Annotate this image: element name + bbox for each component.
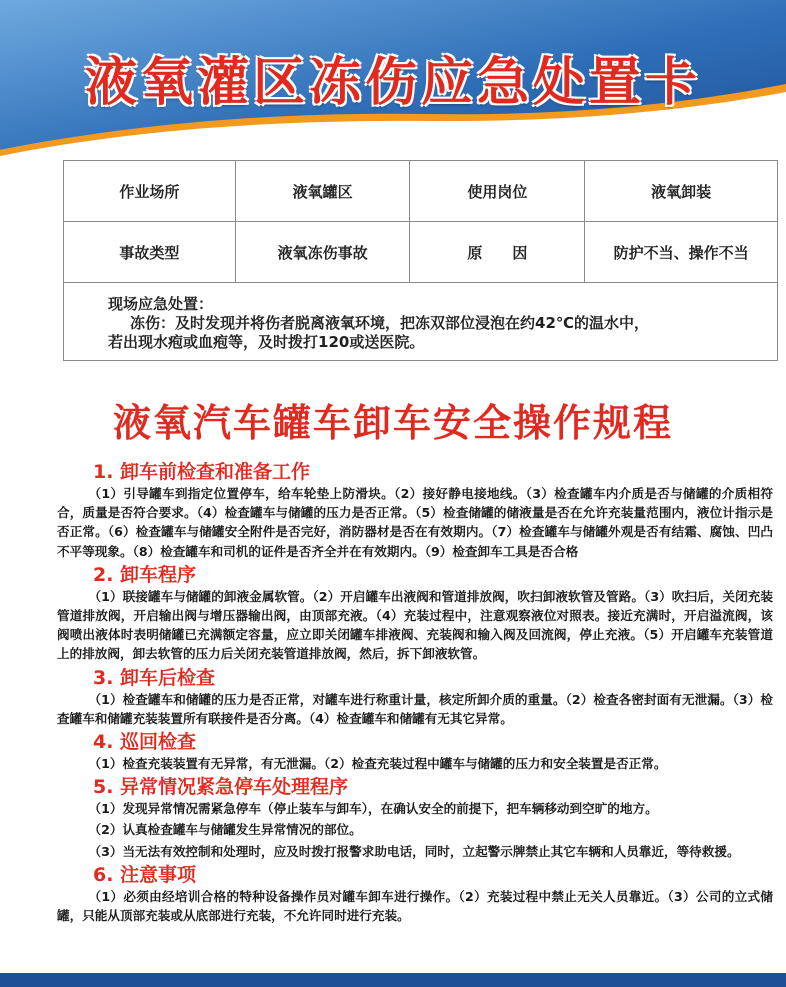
section-heading: 2. 卸车程序 [93,563,197,586]
section-heading: 6. 注意事项 [93,863,197,886]
header-banner [0,0,786,160]
section-paragraph: （1）必须由经培训合格的特种设备操作员对罐车卸车进行操作。（2）充装过程中禁止无关人员靠近。（3）公司的立式储罐，只能从顶部充装或从底部进行充装，不允许同时进行充装。 [57,888,773,924]
value-accident-type: 液氧冻伤事故 [235,222,410,283]
section-heading: 4. 巡回检查 [93,731,197,754]
card-title: 液氧灌区冻伤应急处置卡 [84,53,701,113]
label-post: 使用岗位 [410,161,585,222]
procedure-sections [57,460,773,927]
section-paragraph: （3）当无法有效控制和处理时，应及时拨打报警求助电话，同时，立起警示牌禁止其它车辆和人员靠近，等待救援。 [88,843,740,859]
section-6 [57,863,773,925]
section-1 [57,460,773,561]
section-paragraph: （1）检查罐车和储罐的压力是否正常，对罐车进行称重计量，核定所卸介质的重量。（2）检查各密封面有无泄漏。（3）检查罐车和储罐充装装置所有联接件是否分离。（4）检查罐车和储罐有无其它异常。 [57,691,773,726]
emergency-heading: 现场应急处置： [108,295,214,313]
section-paragraph: （1）引导罐车到指定位置停车，给车轮垫上防滑块。（2）接好静电接地线。（3）检查罐车内介质是否与储罐的介质相符合，质量是否符合要求。（4）检查罐车与储罐的压力是否正常。（5）检查储罐的储液量是否在允许充装量范围内，液位计指示是否正常。（6）检查罐车与储罐安全附件是否完好，消防器材是否在有效期内。（7）检查罐车与储罐外观是否有结霜、腐蚀、凹凸不平等现象。（8）检查罐车和司机的证件是否齐全并在有效期内。（9）检查卸车工具是否合格 [57,486,773,559]
footer-band [0,973,786,987]
section-heading: 1. 卸车前检查和准备工作 [93,461,311,483]
section-2 [57,563,773,664]
section-5 [57,775,773,861]
table-row [64,283,778,361]
label-cause: 原 因 [410,222,585,283]
value-post: 液氧卸装 [585,161,778,222]
procedure-title: 液氧汽车罐车卸车安全操作规程 [112,401,673,445]
section-3 [57,666,773,728]
emergency-line: 冻伤：及时发现并将伤者脱离液氧环境，把冻双部位浸泡在约42℃的温水中， [130,314,650,332]
emergency-cell [64,283,778,361]
section-heading: 5. 异常情况紧急停车处理程序 [93,776,349,799]
value-cause: 防护不当、操作不当 [585,222,778,283]
section-paragraph: （2）认真检查罐车与储罐发生异常情况的部位。 [88,822,362,838]
section-4 [57,730,773,773]
table-row [64,222,778,283]
section-paragraph: （1）发现异常情况需紧急停车（停止装车与卸车），在确认安全的前提下，把车辆移动到空旷的地方。 [88,801,658,817]
info-table [63,160,778,361]
table-row [64,161,778,222]
emergency-line: 若出现水疱或血疱等，及时拨打120或送医院。 [108,333,425,351]
label-work-location: 作业场所 [64,161,236,222]
value-work-location: 液氧罐区 [235,161,410,222]
label-accident-type: 事故类型 [64,222,236,283]
section-heading: 3. 卸车后检查 [93,666,216,689]
section-paragraph: （1）检查充装装置有无异常，有无泄漏。（2）检查充装过程中罐车与储罐的压力和安全装置是否正常。 [88,756,667,772]
section-paragraph: （1）联接罐车与储罐的卸液金属软管。（2）开启罐车出液阀和管道排放阀，吹扫卸液软管及管路。（3）吹扫后，关闭充装管道排放阀，开启输出阀与增压器输出阀，由顶部充液。（4）充装过程中，注意观察液位对照表。接近充满时，开启溢流阀，该阀喷出液体时表明储罐已充满额定容量，应立即关闭罐车排液阀、充装阀和输入阀及回流阀，停止充液。（5）开启罐车充装管道上的排放阀，卸去软管的压力后关闭充装管道排放阀，然后，拆下卸液软管。 [57,588,773,662]
